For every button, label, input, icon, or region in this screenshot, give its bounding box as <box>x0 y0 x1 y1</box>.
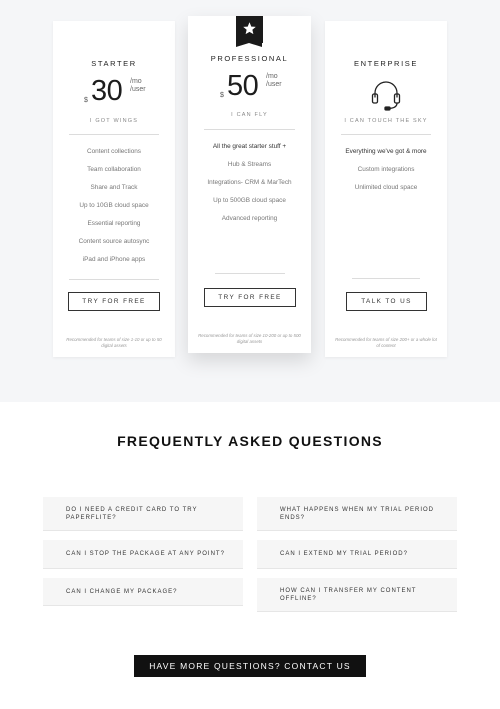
price-amount: 30 <box>91 75 123 107</box>
faq-question[interactable] <box>43 540 243 569</box>
price <box>188 72 311 112</box>
plan-card-starter <box>53 21 175 357</box>
faq-question[interactable] <box>257 578 457 612</box>
feature-item: Hub & Streams <box>227 161 272 168</box>
headset-icon <box>369 78 403 112</box>
try-for-free-button[interactable]: TRY FOR FREE <box>68 292 160 311</box>
feature-list <box>188 138 311 228</box>
faq-question[interactable] <box>43 497 243 531</box>
price-currency: $ <box>84 97 88 104</box>
price <box>53 77 175 117</box>
divider <box>341 134 431 135</box>
feature-list <box>325 143 447 197</box>
price-period-mo: /mo <box>266 73 278 80</box>
divider <box>69 134 159 135</box>
plan-tagline: I CAN FLY <box>231 112 268 118</box>
feature-item: All the great starter stuff + <box>212 143 287 150</box>
plan-name: PROFESSIONAL <box>210 54 289 63</box>
divider <box>204 129 295 130</box>
faq-question[interactable] <box>43 578 243 606</box>
feature-item: Up to 500GB cloud space <box>213 197 286 204</box>
price-period-user: /user <box>266 81 282 88</box>
feature-item: Custom integrations <box>357 166 415 173</box>
feature-item: Essential reporting <box>87 220 141 227</box>
price-amount: 50 <box>227 70 259 102</box>
faq-question-text: DO I NEED A CREDIT CARD TO TRY PAPERFLITE? <box>66 506 198 521</box>
divider <box>352 278 420 279</box>
divider <box>69 279 159 280</box>
feature-item: iPad and iPhone apps <box>82 256 146 263</box>
faq-question-text: CAN I CHANGE MY PACKAGE? <box>66 588 178 595</box>
feature-item: Everything we've got & more <box>345 148 427 155</box>
plan-tagline: I CAN TOUCH THE SKY <box>344 118 428 124</box>
feature-item: Unlimited cloud space <box>354 184 418 191</box>
feature-item: Content collections <box>87 148 141 155</box>
contact-us-button[interactable]: HAVE MORE QUESTIONS? CONTACT US <box>134 655 366 677</box>
faq-heading: FREQUENTLY ASKED QUESTIONS <box>117 433 383 449</box>
faq-question-text: CAN I EXTEND MY TRIAL PERIOD? <box>280 551 408 557</box>
try-for-free-button[interactable]: TRY FOR FREE <box>204 288 296 307</box>
feature-item: Share and Track <box>90 184 138 191</box>
price-period-user: /user <box>130 86 146 93</box>
faq-question-text: HOW CAN I TRANSFER MY CONTENT OFFLINE? <box>280 587 417 602</box>
talk-to-us-button[interactable]: TALK TO US <box>346 292 427 311</box>
plan-recommendation-note: Recommended for teams of size 1-10 or up to 50 digital assets <box>66 337 162 348</box>
plan-recommendation-note: Recommended for teams of size 10-200 or up to 500 digital assets <box>198 333 301 344</box>
plan-tagline: I GOT WINGS <box>89 118 139 124</box>
faq-question-text: CAN I STOP THE PACKAGE AT ANY POINT? <box>66 551 225 557</box>
plan-name: ENTERPRISE <box>354 59 418 68</box>
feature-item: Advanced reporting <box>221 215 278 222</box>
divider <box>215 273 285 274</box>
feature-item: Content source autosync <box>78 238 150 245</box>
faq-question[interactable] <box>257 540 457 569</box>
star-icon <box>242 21 257 36</box>
plan-card-enterprise <box>325 21 447 357</box>
feature-item: Team collaboration <box>87 166 141 173</box>
price-currency: $ <box>220 92 224 99</box>
price-period <box>130 78 146 94</box>
price-period <box>266 73 282 89</box>
feature-item: Integrations- CRM & MarTech <box>207 179 292 186</box>
plan-card-professional <box>188 16 311 353</box>
plan-name: STARTER <box>91 59 137 68</box>
plan-recommendation-note: Recommended for teams of size 200+ or a whole lot of content <box>335 337 437 348</box>
featured-ribbon <box>236 16 263 43</box>
faq-question-text: WHAT HAPPENS WHEN MY TRIAL PERIOD ENDS? <box>280 506 435 521</box>
feature-list <box>53 143 175 269</box>
feature-item: Up to 10GB cloud space <box>79 202 149 209</box>
price-period-mo: /mo <box>130 78 142 85</box>
faq-question[interactable] <box>257 497 457 531</box>
